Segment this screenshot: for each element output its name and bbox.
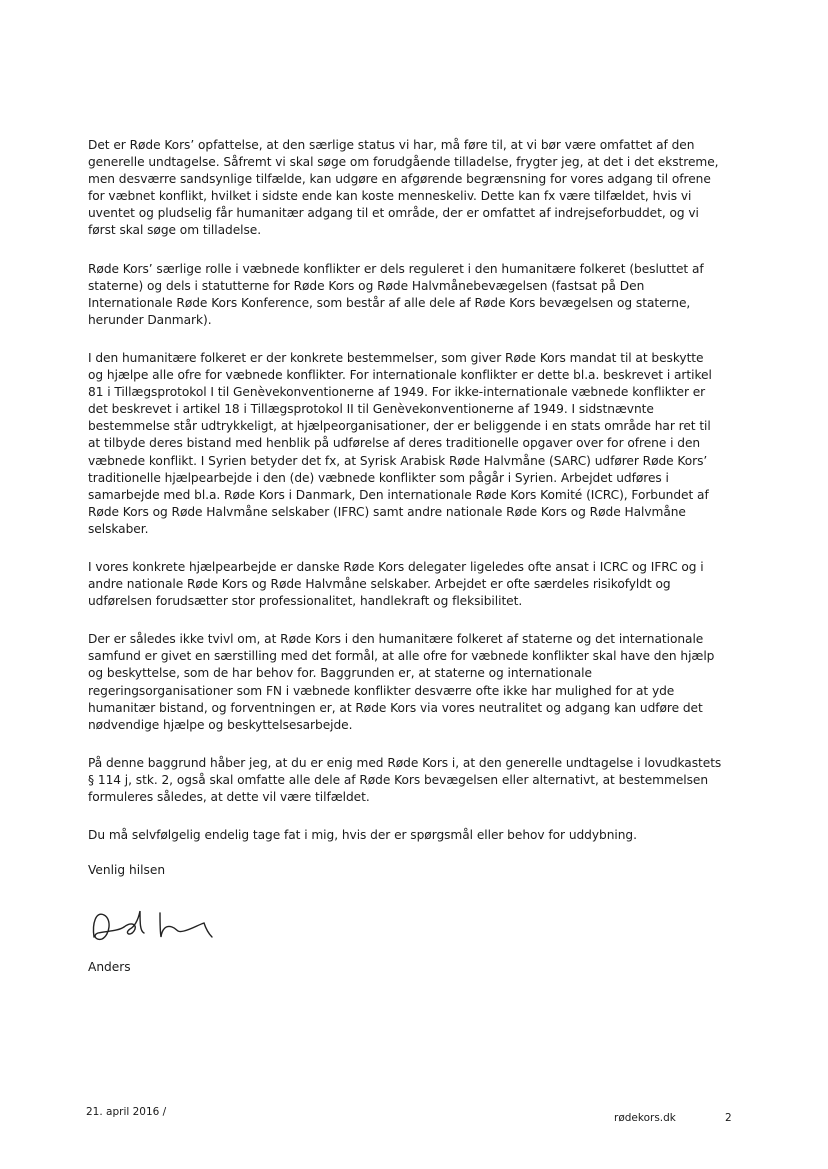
footer-website: rødekors.dk (614, 1112, 676, 1124)
closing-block (88, 862, 388, 976)
paragraph-contact: Du må selvfølgelig endelig tage fat i mig, hvis der er spørgsmål eller behov for uddybning. (88, 828, 637, 843)
paragraph-special-status: Det er Røde Kors’ opfattelse, at den særlige status vi har, må føre til, at vi bør være omfattet af den generelle undtagelse. Såfremt vi skal søge om forudgående tilladelse, frygter jeg, at det i det ekstreme, men desværre sandsynlige tilfælde, kan udgøre en afgørende begrænsning for vores adgang til ofrene for væbnet konflikt, hvilket i sidste ende kan koste menneskeliv. Dette kan fx være tilfældet, hvis vi uventet og pludselig får humanitær adgang til et område, der er omfattet af indrejseforbuddet, og vi først skal søge om tilladelse. (88, 138, 719, 238)
handwritten-signature (88, 901, 218, 951)
paragraph-relief-work: I vores konkrete hjælpearbejde er danske Røde Kors delegater ligeledes ofte ansat i ICRC og IFRC og i andre nationale Røde Kors og Røde Halvmåne selskaber. Arbejdet er ofte særdeles risikofyldt og udførelsen forudsætter stor professionalitet, handlekraft og fleksibilitet. (88, 559, 704, 609)
paragraph-request: På denne baggrund håber jeg, at du er enig med Røde Kors i, at den generelle undtagelse i lovudkastets § 114 j, stk. 2, også skal omfatte alle dele af Røde Kors bevægelsen eller alternativt, at bestemmelsen formuleres således, at dette vil være tilfældet. (88, 755, 722, 804)
letter-body (88, 137, 722, 868)
paragraph-humanitarian-law: I den humanitære folkeret er der konkrete bestemmelser, som giver Røde Kors mandat til at beskytte og hjælpe alle ofre for væbnede konflikter. For internationale konflikter er dette bl.a. beskrevet i artikel 81 i Tillægsprotokol I til Genèvekonventionerne af 1949. For ikke-internationale væbnede konflikter er det beskrevet i artikel 18 i Tillægsprotokol II til Genèvekonventionerne af 1949. I sidstnævnte bestemmelse står udtrykkeligt, at hjælpeorganisationer, der er beliggende i en stats område har ret til at tilbyde deres bistand med henblik på udførelse af deres traditionelle opgaver over for ofrene i den væbnede konflikt. I Syrien betyder det fx, at Syrisk Arabisk Røde Halvmåne (SARC) udfører Røde Kors’ traditionelle hjælpearbejde i den (de) væbnede konflikter som pågår i Syrien. Arbejdet udføres i samarbejde med bl.a. Røde Kors i Danmark, Den internationale Røde Kors Komité (ICRC), Forbundet af Røde Kors og Røde Halvmåne selskaber (IFRC) samt andre nationale Røde Kors og Røde Halvmåne selskaber. (88, 350, 712, 536)
footer-date: 21. april 2016 / (86, 1106, 167, 1118)
signer-name: Anders (88, 960, 131, 974)
paragraph-no-doubt: Der er således ikke tvivl om, at Røde Kors i den humanitære folkeret af staterne og det internationale samfund er givet en særstilling med det formål, at alle ofre for væbnede konflikter skal have den hjælp og beskyttelse, som de har behov for. Baggrunden er, at staterne og internationale regeringsorganisationer som FN i væbnede konflikter desværre ofte ikke har mulighed for at yde humanitær bistand, og forventningen er, at Røde Kors via vores neutralitet og adgang kan udføre det nødvendige hjælpe og beskyttelsesarbejde. (88, 632, 715, 732)
paragraph-special-role: Røde Kors’ særlige rolle i væbnede konflikter er dels reguleret i den humanitære folkeret (besluttet af staterne) og dels i statutterne for Røde Kors og Røde Halvmånebevægelsen (fastsat på Den Internationale Røde Kors Konference, som består af alle dele af Røde Kors bevægelsen og staterne, herunder Danmark). (88, 261, 704, 327)
page-number: 2 (725, 1112, 732, 1124)
closing-greeting: Venlig hilsen (88, 863, 166, 877)
